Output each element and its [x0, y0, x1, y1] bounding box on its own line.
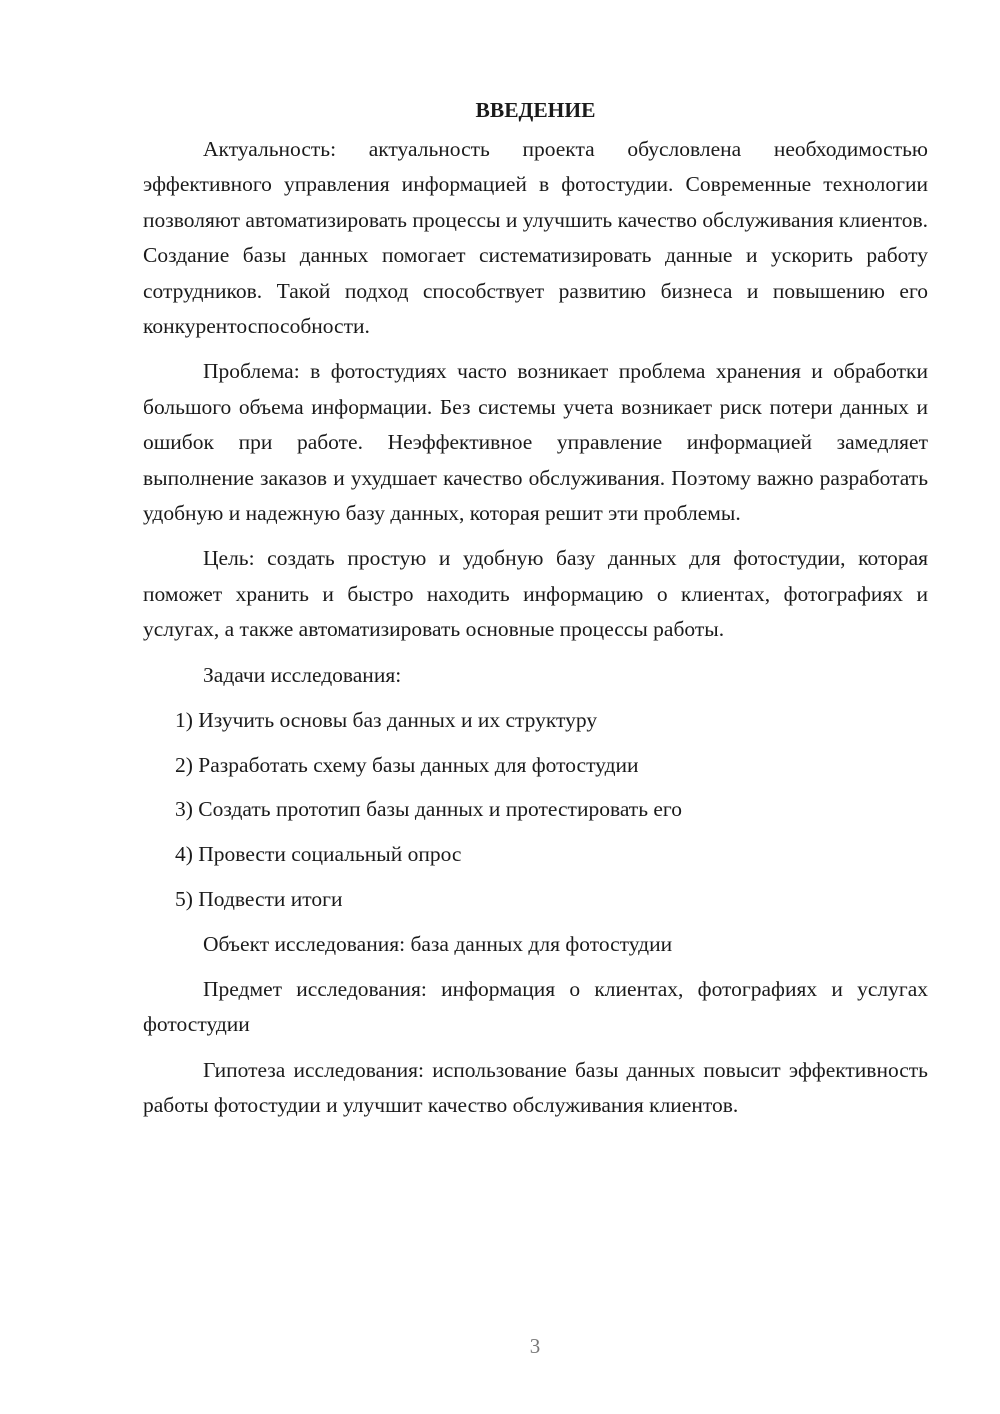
- problem-paragraph: Проблема: в фотостудиях часто возникает проблема хранения и обработки большого объема информации. Без системы учета возникает риск потери данных и ошибок при работе. Неэффективное управление информацией замедляет выполнение заказов и ухудшает качество обслуживания. Поэтому важно разработать удобную и надежную базу данных, которая решит эти проблемы.: [143, 359, 928, 526]
- task-item: 5) Подвести итоги: [175, 887, 343, 912]
- page-title: ВВЕДЕНИЕ: [475, 98, 596, 122]
- task-item: 1) Изучить основы баз данных и их структуру: [175, 707, 598, 732]
- task-item: 4) Провести социальный опрос: [175, 842, 462, 867]
- hypothesis-paragraph: Гипотеза исследования: использование базы данных повысит эффективность работы фотостудии и улучшит качество обслуживания клиентов.: [143, 1057, 928, 1118]
- task-item: 2) Разработать схему базы данных для фотостудии: [175, 752, 639, 777]
- page-content: [143, 92, 928, 1134]
- tasks-heading: Задачи исследования:: [203, 662, 402, 687]
- page-number: 3: [529, 1334, 541, 1358]
- subject-paragraph: Предмет исследования: информация о клиентах, фотографиях и услугах фотостудии: [143, 977, 928, 1037]
- goal-paragraph: Цель: создать простую и удобную базу данных для фотостудии, которая поможет хранить и быстро находить информацию о клиентах, фотографиях и услугах, а также автоматизировать основные процессы работы.: [143, 546, 928, 642]
- object-paragraph: Объект исследования: база данных для фотостудии: [203, 932, 673, 957]
- tasks-list: [143, 703, 928, 918]
- task-item: 3) Создать прототип базы данных и протестировать его: [175, 797, 682, 822]
- relevance-paragraph: Актуальность: актуальность проекта обусловлена необходимостью эффективного управления информацией в фотостудии. Современные технологии позволяют автоматизировать процессы и улучшить качество обслуживания клиентов. Создание базы данных помогает систематизировать данные и ускорить работу сотрудников. Такой подход способствует развитию бизнеса и повышению его конкурентоспособности.: [143, 137, 928, 339]
